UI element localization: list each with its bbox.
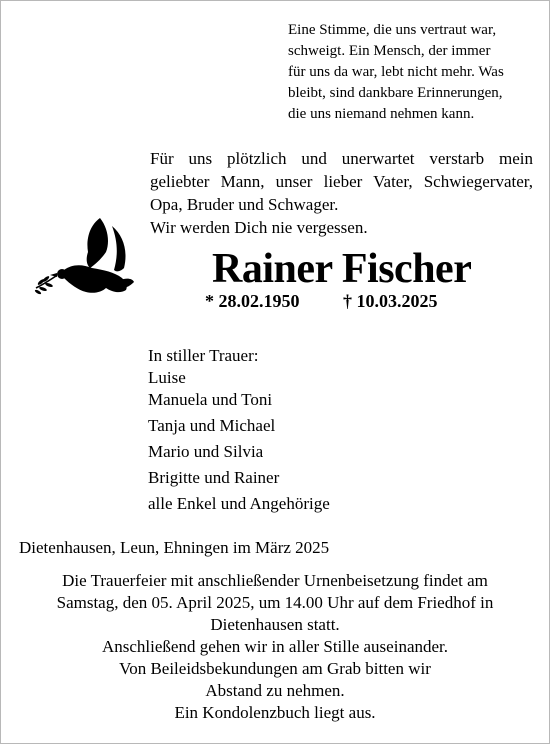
mourner-entry: Luise xyxy=(148,368,186,387)
mourner-entry: Mario und Silvia xyxy=(148,442,264,461)
memorial-quote xyxy=(288,20,538,125)
announcement-text xyxy=(150,147,533,239)
announcement-line: Wir werden Dich nie vergessen. xyxy=(150,218,368,237)
death-date: † 10.03.2025 xyxy=(343,291,438,311)
notice-line: Samstag, den 05. April 2025, um 14.00 Uhr auf dem Friedhof in xyxy=(56,593,494,612)
notice-line: Anschließend gehen wir in aller Stille auseinander. xyxy=(101,637,449,656)
quote-line: für uns da war, lebt nicht mehr. Was xyxy=(288,64,504,80)
notice-line: Abstand zu nehmen. xyxy=(205,681,345,700)
quote-line: schweigt. Ein Mensch, der immer xyxy=(288,43,491,59)
announcement-line: geliebter Mann, unser lieber Vater, Schwiegervater, xyxy=(150,172,533,191)
dove-with-olive-branch-icon xyxy=(34,212,134,304)
announcement-line: Für uns plötzlich und unerwartet verstarb mein xyxy=(150,149,533,168)
notice-line: Ein Kondolenzbuch liegt aus. xyxy=(174,703,376,722)
mourners-label: In stiller Trauer: xyxy=(148,346,259,365)
notice-line: Von Beileidsbekundungen am Grab bitten wir xyxy=(119,659,431,678)
mourner-entry: alle Enkel und Angehörige xyxy=(148,494,330,513)
mourner-entry: Manuela und Toni xyxy=(148,390,273,409)
quote-line: Eine Stimme, die uns vertraut war, xyxy=(288,22,497,38)
place-and-date: Dietenhausen, Leun, Ehningen im März 2025 xyxy=(19,538,330,557)
funeral-notice xyxy=(0,570,550,724)
notice-line: Dietenhausen statt. xyxy=(210,615,340,634)
quote-line: bleibt, sind dankbare Erinnerungen, xyxy=(288,85,503,101)
deceased-name: Rainer Fischer xyxy=(212,246,472,292)
mourners-list xyxy=(148,345,330,519)
birth-date: * 28.02.1950 xyxy=(205,291,300,311)
mourner-entry: Brigitte und Rainer xyxy=(148,468,280,487)
mourner-entry: Tanja und Michael xyxy=(148,416,276,435)
quote-line: die uns niemand nehmen kann. xyxy=(288,106,475,122)
notice-line: Die Trauerfeier mit anschließender Urnenbeisetzung findet am xyxy=(62,571,488,590)
announcement-line: Opa, Bruder und Schwager. xyxy=(150,195,339,214)
